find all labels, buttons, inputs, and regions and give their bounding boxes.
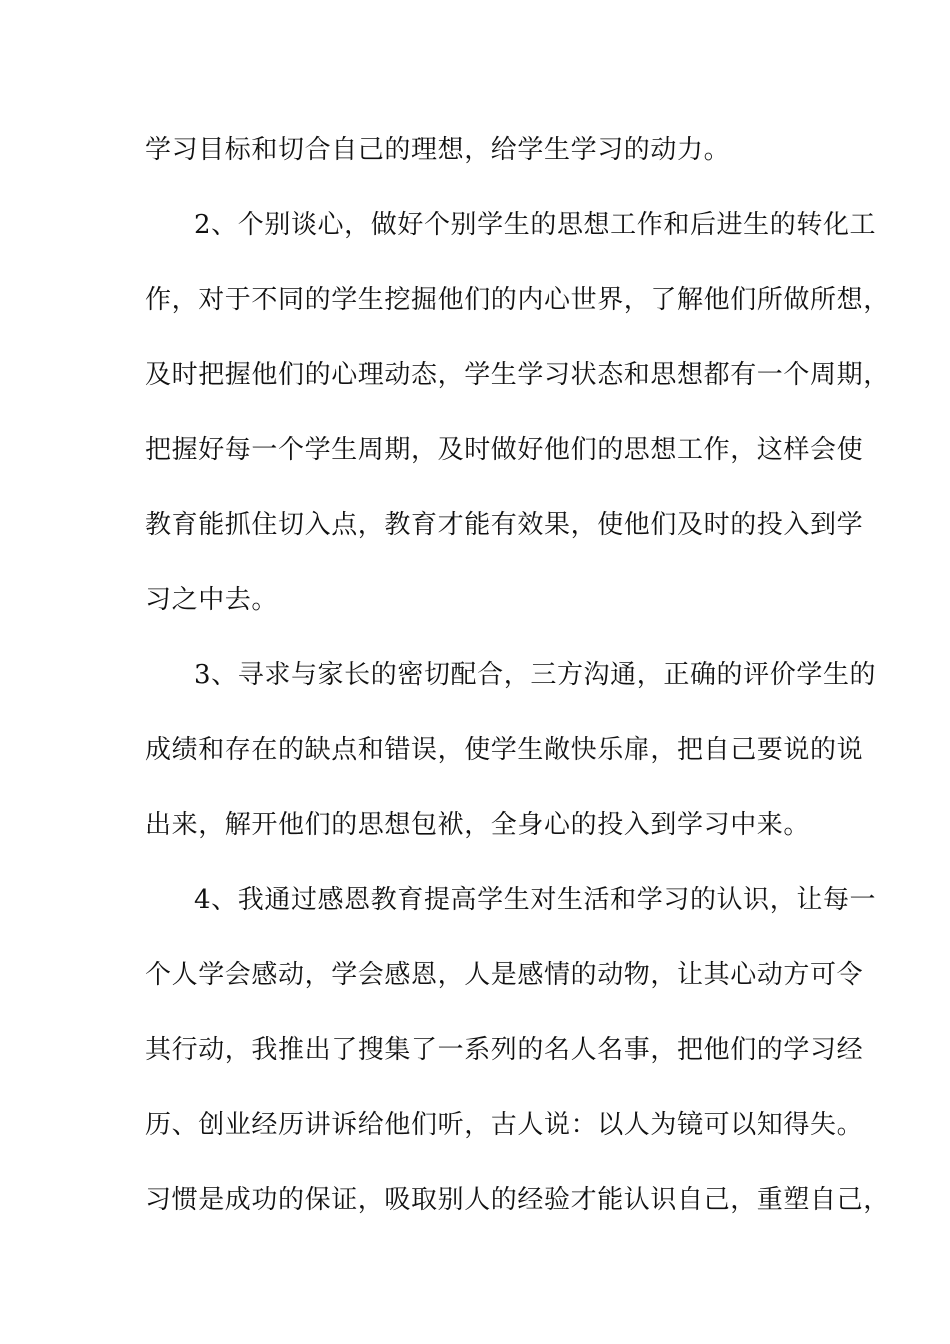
text-line: 3、寻求与家长的密切配合，三方沟通，正确的评价学生的 (194, 660, 877, 690)
text-line: 2、个别谈心，做好个别学生的思想工作和后进生的转化工 (194, 210, 877, 240)
text-line: 成绩和存在的缺点和错误，使学生敞快乐扉，把自己要说的说 (145, 735, 864, 765)
text-line: 把握好每一个学生周期，及时做好他们的思想工作，这样会使 (145, 435, 864, 465)
text-line: 个人学会感动，学会感恩，人是感情的动物，让其心动方可令 (145, 960, 864, 990)
text-line: 学习目标和切合自己的理想，给学生学习的动力。 (145, 135, 731, 165)
text-line: 作，对于不同的学生挖掘他们的内心世界，了解他们所做所想， (145, 285, 890, 315)
text-line: 习惯是成功的保证，吸取别人的经验才能认识自己，重塑自己， (145, 1185, 890, 1215)
text-line: 出来，解开他们的思想包袱，全身心的投入到学习中来。 (145, 810, 811, 840)
text-line: 其行动，我推出了搜集了一系列的名人名事，把他们的学习经 (145, 1035, 864, 1065)
text-line: 4、我通过感恩教育提高学生对生活和学习的认识，让每一 (194, 885, 877, 915)
text-line: 习之中去。 (145, 585, 279, 615)
text-line: 及时把握他们的心理动态，学生学习状态和思想都有一个周期， (145, 360, 890, 390)
text-line: 历、创业经历讲诉给他们听，古人说：以人为镜可以知得失。 (145, 1110, 864, 1140)
text-line: 教育能抓住切入点，教育才能有效果，使他们及时的投入到学 (145, 510, 864, 540)
